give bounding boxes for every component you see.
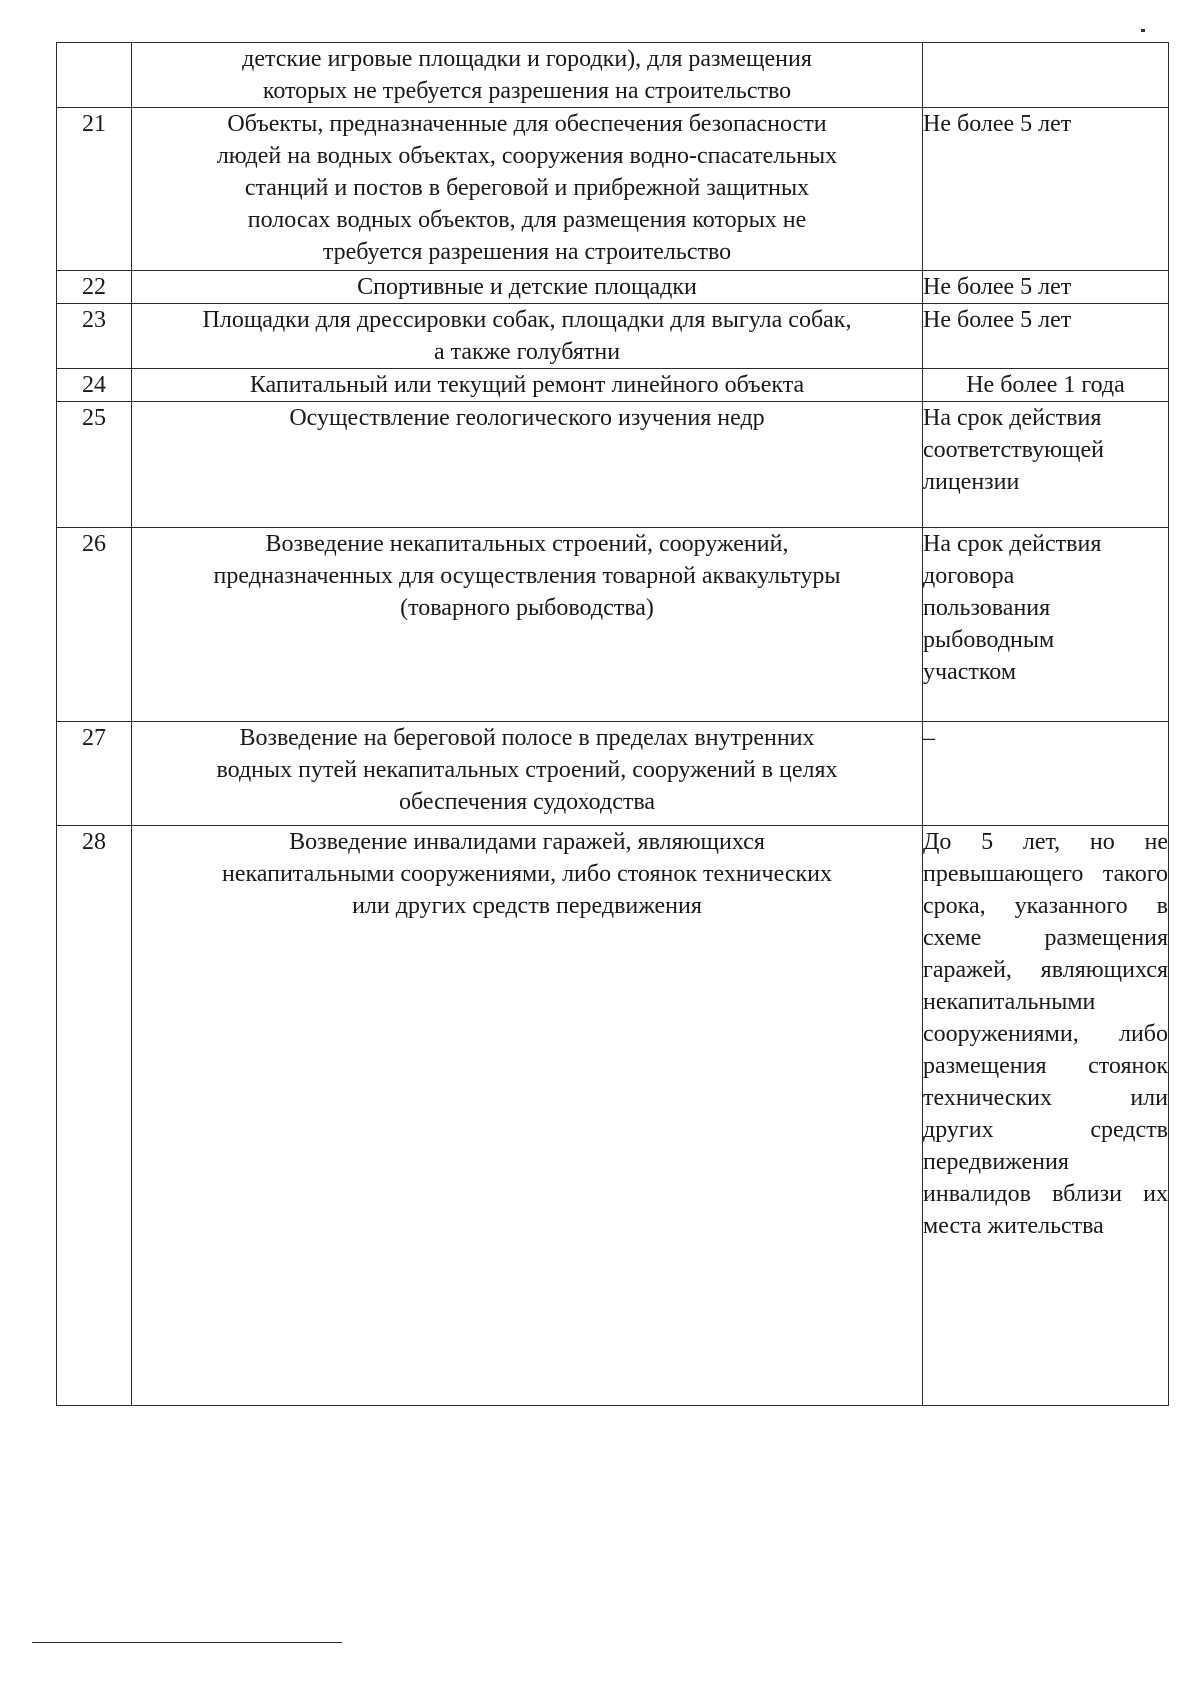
row-term-cell: Не более 5 лет: [923, 304, 1169, 369]
row-description-cell: Возведение некапитальных строений, сооружений, предназначенных для осуществления товарной аквакультуры (товарного рыбоводства): [132, 528, 923, 722]
row-number-cell: 28: [57, 826, 132, 1406]
table-row: [57, 528, 1169, 722]
row-term-cell: –: [923, 722, 1169, 826]
row-description-cell: Возведение инвалидами гаражей, являющихся некапитальными сооружениями, либо стоянок технических или других средств передвижения: [132, 826, 923, 1406]
table-row: [57, 369, 1169, 402]
row-number-cell: [57, 43, 132, 108]
table-row: [57, 43, 1169, 108]
row-term-cell: На срок действия соответствующей лицензии: [923, 402, 1169, 528]
table-row: [57, 722, 1169, 826]
table-row: [57, 108, 1169, 271]
row-number-cell: 21: [57, 108, 132, 271]
row-description-cell: Площадки для дрессировки собак, площадки для выгула собак, а также голубятни: [132, 304, 923, 369]
row-number-cell: 26: [57, 528, 132, 722]
row-number-cell: 25: [57, 402, 132, 528]
table-row: [57, 402, 1169, 528]
row-term-cell: Не более 1 года: [923, 369, 1169, 402]
row-term-cell: На срок действия договора пользования рыбоводным участком: [923, 528, 1169, 722]
row-description-cell: Объекты, предназначенные для обеспечения безопасности людей на водных объектах, сооружения водно-спасательных станций и постов в береговой и прибрежной защитных полосах водных объектов, для размещения которых не требуется разрешения на строительство: [132, 108, 923, 271]
row-term-cell: Не более 5 лет: [923, 108, 1169, 271]
row-term-cell: Не более 5 лет: [923, 271, 1169, 304]
row-number-cell: 23: [57, 304, 132, 369]
row-description-cell: Возведение на береговой полосе в пределах внутренних водных путей некапитальных строений, сооружений в целях обеспечения судоходства: [132, 722, 923, 826]
table-row: [57, 304, 1169, 369]
row-description-cell: Спортивные и детские площадки: [132, 271, 923, 304]
row-number-cell: 24: [57, 369, 132, 402]
objects-term-table: [56, 42, 1169, 1406]
scan-dot-mark: [1141, 29, 1145, 32]
row-term-cell: До 5 лет, но не превышающего такого срока, указанного в схеме размещения гаражей, являющихся некапитальными сооружениями, либо размещения стоянок технических или других средств передвижения инвалидов вблизи их места жительства: [923, 826, 1169, 1406]
table-row: [57, 826, 1169, 1406]
row-number-cell: 22: [57, 271, 132, 304]
row-number-cell: 27: [57, 722, 132, 826]
table-row: [57, 271, 1169, 304]
footnote-separator-line: [32, 1642, 342, 1643]
row-description-cell: Капитальный или текущий ремонт линейного объекта: [132, 369, 923, 402]
row-description-cell: Осуществление геологического изучения недр: [132, 402, 923, 528]
row-description-cell: детские игровые площадки и городки), для размещения которых не требуется разрешения на строительство: [132, 43, 923, 108]
row-term-cell: [923, 43, 1169, 108]
